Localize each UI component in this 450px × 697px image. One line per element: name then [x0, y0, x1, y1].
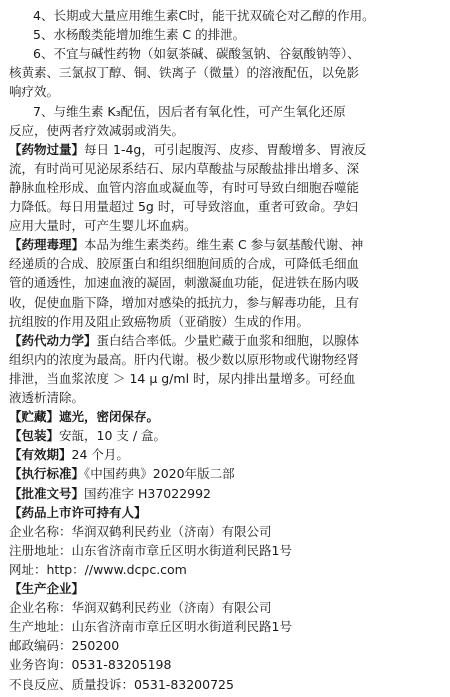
section-heading: 【有效期】	[9, 447, 72, 463]
section-heading: 【批准文号】	[9, 485, 85, 501]
body-text: 网址：http：//www.dcpc.com	[9, 561, 187, 577]
body-text: 经递质的合成、胶原蛋白和组织细胞间质的合成，可降低毛细血	[9, 256, 360, 272]
section-heading: 【贮藏】遮光，密闭保存。	[9, 409, 160, 425]
body-text: 抗组胺的作用及阻止致癌物质（亚硝胺）生成的作用。	[9, 313, 310, 329]
section-heading: 【药理毒理】	[9, 237, 85, 253]
body-text: 《中国药典》2020年版二部	[84, 466, 235, 482]
section-heading: 【包装】	[9, 428, 60, 444]
body-text: 注册地址：山东省济南市章丘区明水街道利民路1号	[9, 542, 292, 558]
section-heading: 【执行标准】	[9, 466, 85, 482]
body-text: 6、不宜与碱性药物（如氨茶碱、碳酸氢钠、谷氨酸钠等）、	[33, 46, 360, 62]
body-text: 企业名称：华润双鹤利民药业（济南）有限公司	[9, 600, 272, 616]
section-heading: 【生产企业】	[9, 581, 85, 596]
body-text: 流，有时尚可见泌尿系结石、尿内草酸盐与尿酸盐排出增多、深	[9, 160, 360, 176]
body-text: 安瓿，10 支 / 盒。	[59, 428, 167, 444]
body-text: 静脉血栓形成、血管内溶血或凝血等，有时可导致白细胞吞噬能	[9, 179, 360, 195]
body-text: 核黄素、三氯叔丁醇、铜、铁离子（微量）的溶液配伍，以免影	[9, 65, 360, 81]
body-text: 响疗效。	[9, 84, 60, 100]
body-text: 每日 1-4g，可引起腹泻、皮疹、胃酸增多、胃液反	[84, 141, 367, 157]
body-text: 邮政编码：250200	[9, 638, 120, 654]
body-text: 不良反应、质量投诉：0531-83200725	[9, 676, 234, 692]
body-text: 管的通透性，加速血液的凝固，刺激凝血功能，促进铁在肠内吸	[9, 275, 360, 291]
body-text: 蛋白结合率低。少量贮藏于血浆和细胞，以腺体	[96, 332, 360, 348]
body-text: 5、水杨酸类能增加维生素 C 的排泄。	[33, 27, 246, 43]
section-heading: 【药代动力学】	[9, 332, 97, 348]
section-heading: 【药物过量】	[9, 141, 85, 157]
body-text: 国药准字 H37022992	[84, 485, 212, 501]
body-text: 企业名称：华润双鹤利民药业（济南）有限公司	[9, 523, 272, 539]
body-text: 力降低。每日用量超过 5g 时，可导致溶血，重者可致命。孕妇	[9, 199, 358, 214]
body-text: 应用大量时，可产生婴儿坏血病。	[9, 218, 197, 234]
body-text: 排泄，当血浆浓度 ＞ 14 μ g/ml 时，尿内排出量增多。可经血	[9, 370, 356, 386]
body-text: 4、长期或大量应用维生素C时，能干扰双硫仑对乙醇的作用。	[33, 8, 375, 23]
body-text: 液透析清除。	[9, 390, 85, 405]
body-text: 生产地址：山东省济南市章丘区明水街道利民路1号	[9, 619, 292, 635]
body-text: 本品为维生素类药。维生素 C 参与氨基酸代谢、神	[84, 237, 364, 253]
body-text: 收，促使血脂下降，增加对感染的抵抗力，参与解毒功能，且有	[9, 294, 360, 310]
body-text: 24 个月。	[71, 447, 129, 463]
section-heading: 【药品上市许可持有人】	[9, 504, 147, 520]
text-line	[9, 674, 445, 696]
body-text: 7、与维生素 K₃配伍，因后者有氧化性，可产生氧化还原	[33, 103, 346, 119]
body-text: 业务咨询：0531-83205198	[9, 657, 172, 673]
body-text: 组织内的浓度为最高。肝内代谢。极少数以原形物或代谢物经肾	[9, 351, 360, 367]
body-text: 反应，使两者疗效减弱或消失。	[9, 122, 185, 138]
